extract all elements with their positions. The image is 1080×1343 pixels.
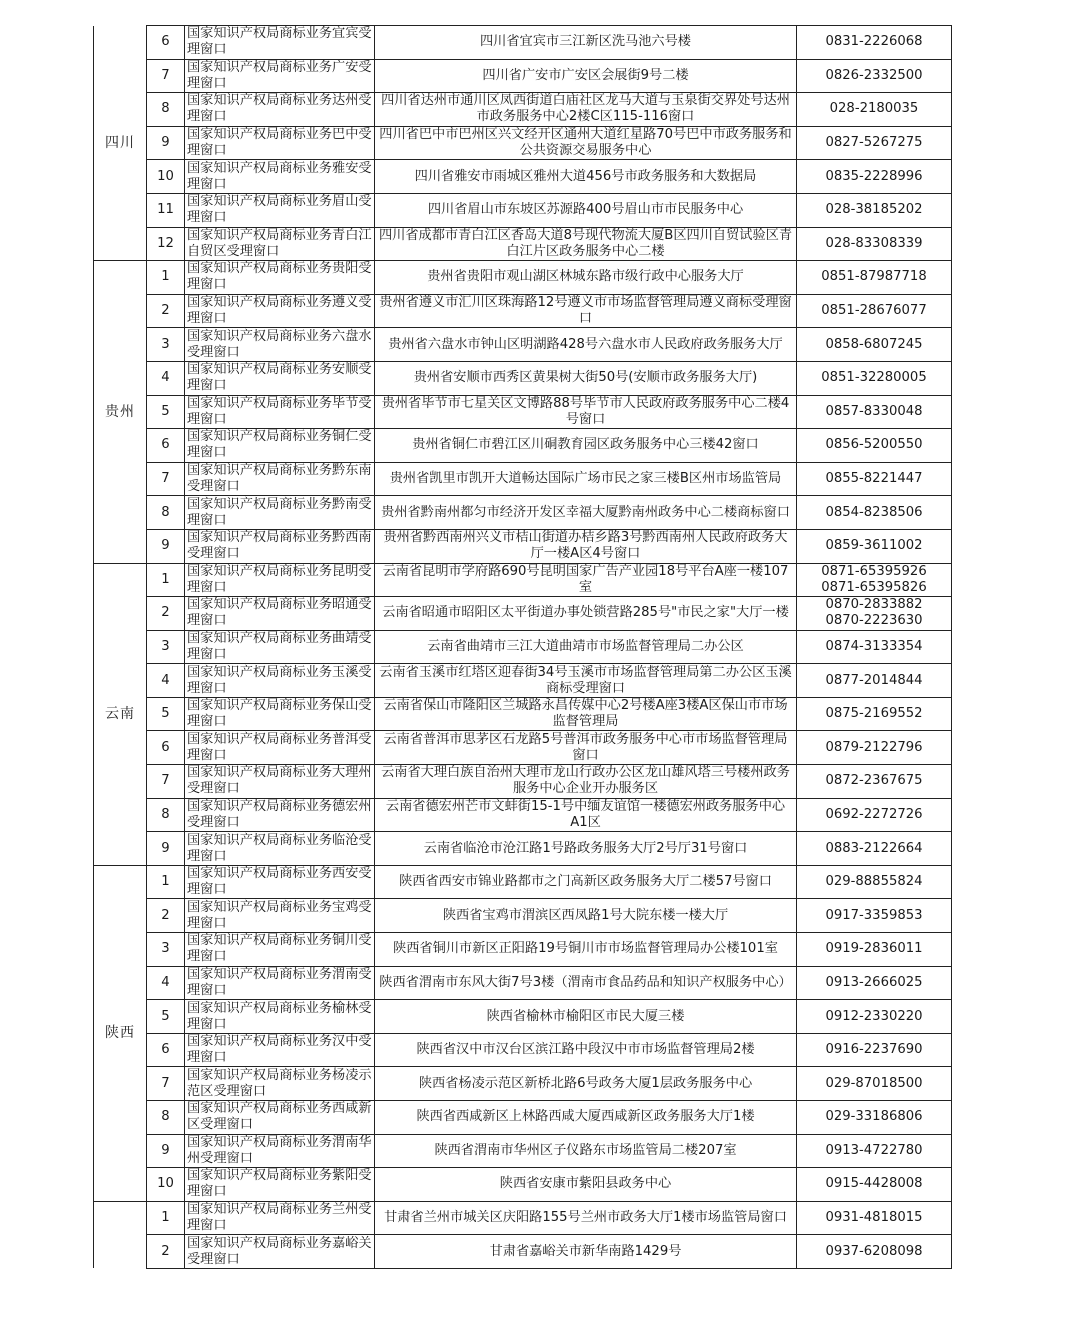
phone-cell: 0855-8221447 <box>797 462 952 496</box>
phone-cell: 0826-2332500 <box>797 59 952 93</box>
row-number-cell: 6 <box>147 1033 185 1067</box>
phone-cell: 029-87018500 <box>797 1067 952 1101</box>
address-cell: 云南省临沧市沧江路1号路政务服务大厅2号厅31号窗口 <box>375 832 797 866</box>
table-row <box>94 26 952 60</box>
address-cell: 云南省昆明市学府路690号昆明国家广告产业园18号平台A座一楼107室 <box>375 563 797 597</box>
row-number-cell: 7 <box>147 765 185 799</box>
row-number-cell: 9 <box>147 529 185 563</box>
province-cell: 贵州 <box>94 261 147 563</box>
table-row <box>94 59 952 93</box>
row-number-cell: 3 <box>147 630 185 664</box>
window-name-cell: 国家知识产权局商标业务榆林受理窗口 <box>185 1000 375 1034</box>
table-row <box>94 597 952 631</box>
row-number-cell: 1 <box>147 865 185 899</box>
window-name-cell: 国家知识产权局商标业务铜川受理窗口 <box>185 933 375 967</box>
phone-cell: 0875-2169552 <box>797 697 952 731</box>
table-row <box>94 1201 952 1235</box>
phone-cell: 0851-87987718 <box>797 261 952 295</box>
row-number-cell: 2 <box>147 597 185 631</box>
window-name-cell: 国家知识产权局商标业务安顺受理窗口 <box>185 361 375 395</box>
table-row <box>94 765 952 799</box>
phone-cell: 0859-3611002 <box>797 529 952 563</box>
row-number-cell: 2 <box>147 899 185 933</box>
phone-cell: 0916-2237690 <box>797 1033 952 1067</box>
phone-cell: 0913-2666025 <box>797 966 952 1000</box>
phone-cell: 0856-5200550 <box>797 429 952 463</box>
phone-cell: 0854-8238506 <box>797 496 952 530</box>
window-name-cell: 国家知识产权局商标业务铜仁受理窗口 <box>185 429 375 463</box>
row-number-cell: 3 <box>147 933 185 967</box>
window-name-cell: 国家知识产权局商标业务渭南华州受理窗口 <box>185 1134 375 1168</box>
row-number-cell: 4 <box>147 966 185 1000</box>
address-cell: 甘肃省嘉峪关市新华南路1429号 <box>375 1235 797 1269</box>
phone-cell: 0874-3133354 <box>797 630 952 664</box>
row-number-cell: 5 <box>147 395 185 429</box>
row-number-cell: 6 <box>147 429 185 463</box>
table-row <box>94 328 952 362</box>
row-number-cell: 2 <box>147 294 185 328</box>
window-name-cell: 国家知识产权局商标业务黔西南受理窗口 <box>185 529 375 563</box>
table-row <box>94 93 952 127</box>
address-cell: 陕西省西咸新区上林路西咸大厦西咸新区政务服务大厅1楼 <box>375 1101 797 1135</box>
row-number-cell: 9 <box>147 1134 185 1168</box>
table-row <box>94 462 952 496</box>
table-row <box>94 933 952 967</box>
row-number-cell: 3 <box>147 328 185 362</box>
address-cell: 陕西省渭南市东风大街7号3楼（渭南市食品药品和知识产权服务中心） <box>375 966 797 1000</box>
window-name-cell: 国家知识产权局商标业务紫阳受理窗口 <box>185 1168 375 1202</box>
window-name-cell: 国家知识产权局商标业务嘉峪关受理窗口 <box>185 1235 375 1269</box>
window-name-cell: 国家知识产权局商标业务六盘水受理窗口 <box>185 328 375 362</box>
province-cell: 陕西 <box>94 865 147 1201</box>
address-cell: 四川省广安市广安区会展街9号二楼 <box>375 59 797 93</box>
table-row <box>94 731 952 765</box>
phone-cell: 028-2180035 <box>797 93 952 127</box>
province-cell: 四川 <box>94 26 147 261</box>
address-cell: 云南省德宏州芒市文蚌街15-1号中缅友谊馆一楼德宏州政务服务中心A1区 <box>375 798 797 832</box>
trademark-window-table <box>93 25 952 1269</box>
window-name-cell: 国家知识产权局商标业务毕节受理窗口 <box>185 395 375 429</box>
row-number-cell: 6 <box>147 731 185 765</box>
address-cell: 贵州省毕节市七星关区文博路88号毕节市人民政府政务服务中心二楼4号窗口 <box>375 395 797 429</box>
table-row <box>94 1168 952 1202</box>
table-row <box>94 1067 952 1101</box>
address-cell: 贵州省六盘水市钟山区明湖路428号六盘水市人民政府政务服务大厅 <box>375 328 797 362</box>
table-row <box>94 798 952 832</box>
row-number-cell: 8 <box>147 93 185 127</box>
address-cell: 云南省大理白族自治州大理市龙山行政办公区龙山雄风塔三号楼州政务服务中心企业开办服务区 <box>375 765 797 799</box>
table-row <box>94 126 952 160</box>
address-cell: 四川省成都市青白江区香岛大道8号现代物流大厦B区四川自贸试验区青白江片区政务服务中心二楼 <box>375 227 797 261</box>
table-row <box>94 294 952 328</box>
row-number-cell: 8 <box>147 496 185 530</box>
phone-cell: 0912-2330220 <box>797 1000 952 1034</box>
row-number-cell: 1 <box>147 261 185 295</box>
address-cell: 四川省眉山市东坡区苏源路400号眉山市市民服务中心 <box>375 193 797 227</box>
window-name-cell: 国家知识产权局商标业务巴中受理窗口 <box>185 126 375 160</box>
phone-cell: 0879-2122796 <box>797 731 952 765</box>
window-name-cell: 国家知识产权局商标业务西安受理窗口 <box>185 865 375 899</box>
row-number-cell: 6 <box>147 26 185 60</box>
address-cell: 陕西省渭南市华州区子仪路东市场监管局二楼207室 <box>375 1134 797 1168</box>
phone-cell: 0917-3359853 <box>797 899 952 933</box>
window-name-cell: 国家知识产权局商标业务昭通受理窗口 <box>185 597 375 631</box>
row-number-cell: 12 <box>147 227 185 261</box>
address-cell: 云南省玉溪市红塔区迎春街34号玉溪市市场监督管理局第二办公区玉溪商标受理窗口 <box>375 664 797 698</box>
phone-cell: 028-38185202 <box>797 193 952 227</box>
table-row <box>94 1235 952 1269</box>
table-row <box>94 832 952 866</box>
table-row <box>94 496 952 530</box>
phone-cell: 029-88855824 <box>797 865 952 899</box>
window-name-cell: 国家知识产权局商标业务雅安受理窗口 <box>185 160 375 194</box>
phone-cell: 0851-32280005 <box>797 361 952 395</box>
table-row <box>94 395 952 429</box>
address-cell: 陕西省西安市锦业路都市之门高新区政务服务大厅二楼57号窗口 <box>375 865 797 899</box>
phone-cell: 0883-2122664 <box>797 832 952 866</box>
table-row <box>94 261 952 295</box>
address-cell: 云南省保山市隆阳区兰城路永昌传媒中心2号楼A座3楼A区保山市市场监督管理局 <box>375 697 797 731</box>
address-cell: 陕西省榆林市榆阳区市民大厦三楼 <box>375 1000 797 1034</box>
table-row <box>94 361 952 395</box>
address-cell: 贵州省黔西南州兴义市桔山街道办桔乡路3号黔西南州人民政府政务大厅一楼A区4号窗口 <box>375 529 797 563</box>
row-number-cell: 10 <box>147 1168 185 1202</box>
address-cell: 陕西省安康市紫阳县政务中心 <box>375 1168 797 1202</box>
phone-cell: 0937-6208098 <box>797 1235 952 1269</box>
phone-cell: 0827-5267275 <box>797 126 952 160</box>
row-number-cell: 5 <box>147 1000 185 1034</box>
window-name-cell: 国家知识产权局商标业务杨凌示范区受理窗口 <box>185 1067 375 1101</box>
row-number-cell: 9 <box>147 126 185 160</box>
table-row <box>94 160 952 194</box>
window-name-cell: 国家知识产权局商标业务普洱受理窗口 <box>185 731 375 765</box>
phone-cell: 0835-2228996 <box>797 160 952 194</box>
phone-cell: 0857-8330048 <box>797 395 952 429</box>
table-body <box>94 26 952 1269</box>
phone-cell: 0870-2833882 0870-2223630 <box>797 597 952 631</box>
table-row <box>94 899 952 933</box>
row-number-cell: 7 <box>147 1067 185 1101</box>
window-name-cell: 国家知识产权局商标业务贵阳受理窗口 <box>185 261 375 295</box>
window-name-cell: 国家知识产权局商标业务汉中受理窗口 <box>185 1033 375 1067</box>
province-cell: 云南 <box>94 563 147 865</box>
phone-cell: 0913-4722780 <box>797 1134 952 1168</box>
address-cell: 四川省雅安市雨城区雅州大道456号市政务服务和大数据局 <box>375 160 797 194</box>
phone-cell: 0858-6807245 <box>797 328 952 362</box>
table-row <box>94 966 952 1000</box>
address-cell: 四川省达州市通川区凤西街道白庙社区龙马大道与玉泉街交界处号达州市政务服务中心2楼C区115-116窗口 <box>375 93 797 127</box>
window-name-cell: 国家知识产权局商标业务眉山受理窗口 <box>185 193 375 227</box>
address-cell: 四川省宜宾市三江新区洗马池六号楼 <box>375 26 797 60</box>
table-row <box>94 865 952 899</box>
window-name-cell: 国家知识产权局商标业务德宏州受理窗口 <box>185 798 375 832</box>
row-number-cell: 1 <box>147 1201 185 1235</box>
address-cell: 云南省昭通市昭阳区太平街道办事处锁营路285号"市民之家"大厅一楼 <box>375 597 797 631</box>
table-row <box>94 227 952 261</box>
window-name-cell: 国家知识产权局商标业务宝鸡受理窗口 <box>185 899 375 933</box>
phone-cell: 0915-4428008 <box>797 1168 952 1202</box>
table-row <box>94 630 952 664</box>
address-cell: 陕西省宝鸡市渭滨区西凤路1号大院东楼一楼大厅 <box>375 899 797 933</box>
table-row <box>94 664 952 698</box>
phone-cell: 0871-65395926 0871-65395826 <box>797 563 952 597</box>
window-name-cell: 国家知识产权局商标业务黔南受理窗口 <box>185 496 375 530</box>
address-cell: 贵州省贵阳市观山湖区林城东路市级行政中心服务大厅 <box>375 261 797 295</box>
table-row <box>94 429 952 463</box>
window-name-cell: 国家知识产权局商标业务保山受理窗口 <box>185 697 375 731</box>
phone-cell: 0831-2226068 <box>797 26 952 60</box>
address-cell: 陕西省汉中市汉台区滨江路中段汉中市市场监督管理局2楼 <box>375 1033 797 1067</box>
row-number-cell: 7 <box>147 59 185 93</box>
province-cell <box>94 1201 147 1268</box>
window-name-cell: 国家知识产权局商标业务青白江自贸区受理窗口 <box>185 227 375 261</box>
window-name-cell: 国家知识产权局商标业务西咸新区受理窗口 <box>185 1101 375 1135</box>
row-number-cell: 11 <box>147 193 185 227</box>
window-name-cell: 国家知识产权局商标业务渭南受理窗口 <box>185 966 375 1000</box>
window-name-cell: 国家知识产权局商标业务宜宾受理窗口 <box>185 26 375 60</box>
window-name-cell: 国家知识产权局商标业务大理州受理窗口 <box>185 765 375 799</box>
window-name-cell: 国家知识产权局商标业务黔东南受理窗口 <box>185 462 375 496</box>
address-cell: 陕西省杨凌示范区新桥北路6号政务大厦1层政务服务中心 <box>375 1067 797 1101</box>
row-number-cell: 7 <box>147 462 185 496</box>
row-number-cell: 9 <box>147 832 185 866</box>
window-name-cell: 国家知识产权局商标业务遵义受理窗口 <box>185 294 375 328</box>
row-number-cell: 4 <box>147 361 185 395</box>
table-row <box>94 1134 952 1168</box>
phone-cell: 029-33186806 <box>797 1101 952 1135</box>
phone-cell: 028-83308339 <box>797 227 952 261</box>
table-row <box>94 1101 952 1135</box>
address-cell: 云南省曲靖市三江大道曲靖市市场监督管理局二办公区 <box>375 630 797 664</box>
table-row <box>94 563 952 597</box>
window-name-cell: 国家知识产权局商标业务达州受理窗口 <box>185 93 375 127</box>
row-number-cell: 8 <box>147 798 185 832</box>
window-name-cell: 国家知识产权局商标业务曲靖受理窗口 <box>185 630 375 664</box>
phone-cell: 0931-4818015 <box>797 1201 952 1235</box>
phone-cell: 0851-28676077 <box>797 294 952 328</box>
address-cell: 贵州省凯里市凯开大道畅达国际广场市民之家三楼B区州市场监管局 <box>375 462 797 496</box>
address-cell: 贵州省黔南州都匀市经济开发区幸福大厦黔南州政务中心二楼商标窗口 <box>375 496 797 530</box>
address-cell: 贵州省安顺市西秀区黄果树大街50号(安顺市政务服务大厅) <box>375 361 797 395</box>
address-cell: 云南省普洱市思茅区石龙路5号普洱市政务服务中心市市场监督管理局窗口 <box>375 731 797 765</box>
row-number-cell: 8 <box>147 1101 185 1135</box>
address-cell: 贵州省铜仁市碧江区川硐教育园区政务服务中心三楼42窗口 <box>375 429 797 463</box>
address-cell: 四川省巴中市巴州区兴文经开区通州大道红星路70号巴中市政务服务和公共资源交易服务中心 <box>375 126 797 160</box>
phone-cell: 0919-2836011 <box>797 933 952 967</box>
row-number-cell: 5 <box>147 697 185 731</box>
table-row <box>94 697 952 731</box>
row-number-cell: 4 <box>147 664 185 698</box>
phone-cell: 0692-2272726 <box>797 798 952 832</box>
row-number-cell: 10 <box>147 160 185 194</box>
window-name-cell: 国家知识产权局商标业务昆明受理窗口 <box>185 563 375 597</box>
window-name-cell: 国家知识产权局商标业务广安受理窗口 <box>185 59 375 93</box>
table-row <box>94 529 952 563</box>
phone-cell: 0872-2367675 <box>797 765 952 799</box>
phone-cell: 0877-2014844 <box>797 664 952 698</box>
address-cell: 陕西省铜川市新区正阳路19号铜川市市场监督管理局办公楼101室 <box>375 933 797 967</box>
window-name-cell: 国家知识产权局商标业务临沧受理窗口 <box>185 832 375 866</box>
row-number-cell: 2 <box>147 1235 185 1269</box>
window-name-cell: 国家知识产权局商标业务兰州受理窗口 <box>185 1201 375 1235</box>
address-cell: 甘肃省兰州市城关区庆阳路155号兰州市政务大厅1楼市场监管局窗口 <box>375 1201 797 1235</box>
address-cell: 贵州省遵义市汇川区珠海路12号遵义市市场监督管理局遵义商标受理窗口 <box>375 294 797 328</box>
table-row <box>94 1000 952 1034</box>
table-row <box>94 193 952 227</box>
window-name-cell: 国家知识产权局商标业务玉溪受理窗口 <box>185 664 375 698</box>
row-number-cell: 1 <box>147 563 185 597</box>
table-row <box>94 1033 952 1067</box>
